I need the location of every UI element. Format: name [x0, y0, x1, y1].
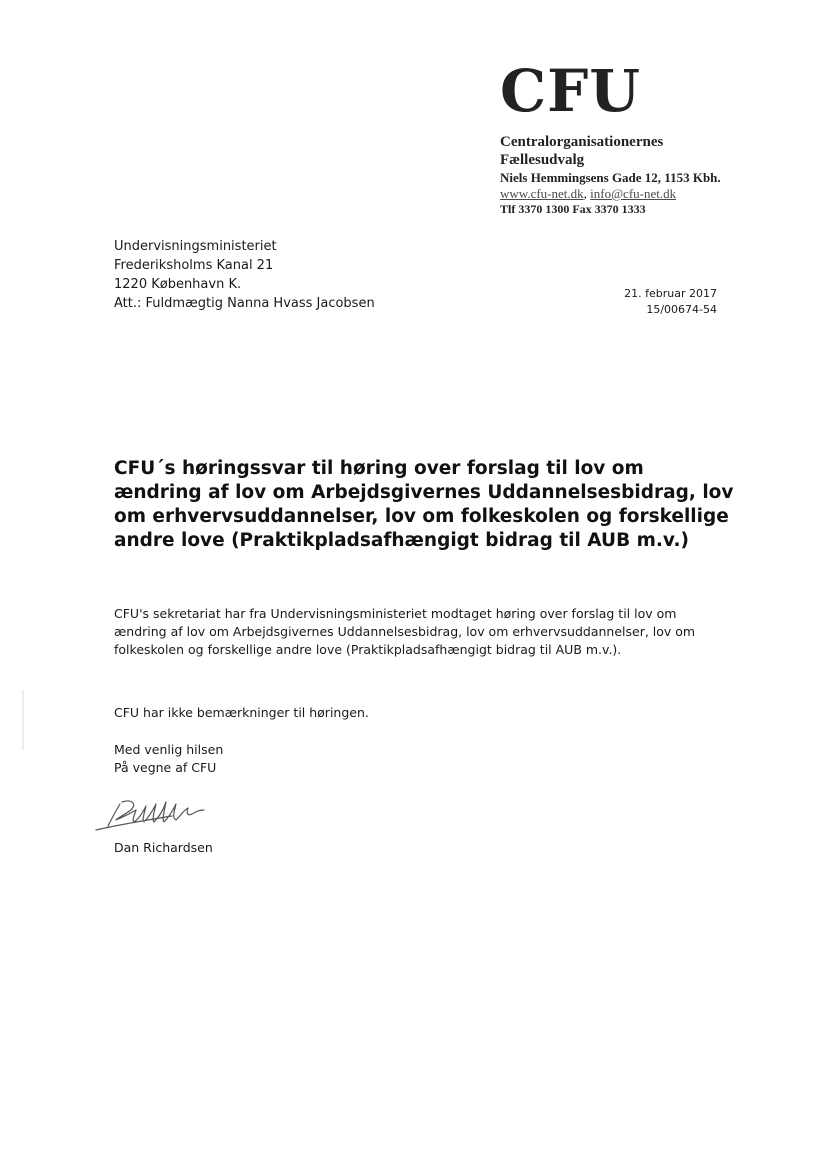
cfu-logo: CFU [500, 57, 641, 125]
signer-name: Dan Richardsen [114, 840, 213, 855]
recipient-line: Frederiksholms Kanal 21 [114, 258, 274, 273]
scan-edge-mark [22, 690, 24, 750]
link-separator: , [583, 186, 591, 201]
closing-block [114, 741, 714, 777]
recipient-line: 1220 København K. [114, 277, 242, 292]
closing-line: Med venlig hilsen [114, 742, 224, 757]
email-link[interactable]: info@cfu-net.dk [590, 186, 677, 201]
closing-line: På vegne af CFU [114, 760, 217, 775]
letter-heading: CFU´s høringssvar til høring over forslag til lov om ændring af lov om Arbejdsgivernes Uddannelsesbidrag, lov om erhvervsuddannelser, lov om folkeskolen og forskellige andre love (Praktikpladsafhængigt bidrag til AUB m.v.) [114, 458, 734, 551]
body-paragraph: CFU's sekretariat har fra Undervisningsministeriet modtaget høring over forslag til lov om ændring af lov om Arbejdsgivernes Uddannelsesbidrag, lov om erhvervsuddannelser, lov om folkeskolen og forskellige andre love (Praktikpladsafhængigt bidrag til AUB m.v.). [114, 606, 696, 657]
org-address: Niels Hemmingsens Gade 12, 1153 Kbh. [500, 170, 721, 185]
website-link[interactable]: www.cfu-net.dk [500, 186, 584, 201]
letter-date: 21. februar 2017 [624, 287, 717, 300]
org-name-line2: Fællesudvalg [500, 152, 585, 168]
org-name-line1: Centralorganisationernes [500, 134, 664, 150]
body-paragraph: CFU har ikke bemærkninger til høringen. [114, 705, 369, 720]
letter-reference: 15/00674-54 [646, 303, 717, 316]
handwritten-signature [92, 790, 272, 838]
recipient-address [114, 237, 375, 313]
date-reference-block [624, 286, 717, 318]
org-phone-fax: Tlf 3370 1300 Fax 3370 1333 [500, 202, 646, 216]
recipient-line: Att.: Fuldmægtig Nanna Hvass Jacobsen [114, 296, 375, 311]
org-contact-links [500, 186, 676, 202]
recipient-line: Undervisningsministeriet [114, 239, 277, 254]
